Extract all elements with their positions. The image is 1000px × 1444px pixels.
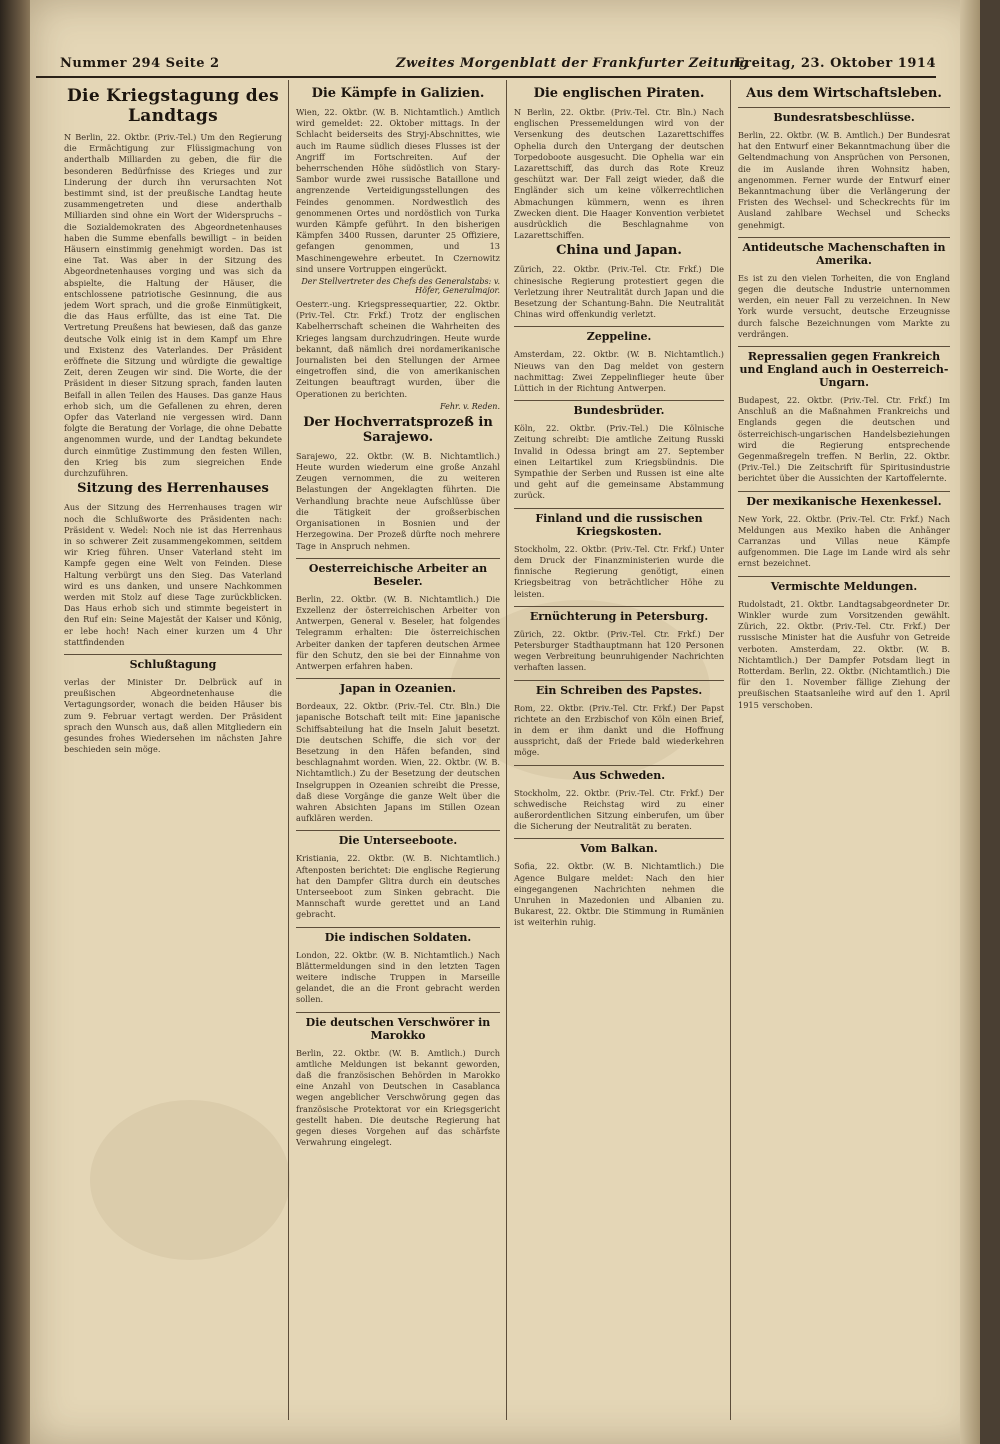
article-headline: Antideutsche Machenschaften in Amerika. xyxy=(738,237,950,267)
article-body: Rom, 22. Oktbr. (Priv.-Tel. Ctr. Frkf.) Der Papst richtete an den Erzbischof von Köln einen Brief, in dem er ihm dankt und die Hoffnung ausspricht, daß der Friede bald wiederkehren möge. xyxy=(514,702,724,758)
page-number: Nummer 294 Seite 2 xyxy=(60,56,220,71)
article-headline: Die deutschen Verschwörer in Marokko xyxy=(296,1012,500,1042)
article-headline: Bundesratsbeschlüsse. xyxy=(738,107,950,124)
article-headline: Die indischen Soldaten. xyxy=(296,927,500,944)
article-body: Köln, 22. Oktbr. (Priv.-Tel.) Die Kölnische Zeitung schreibt: Die amtliche Zeitung Russki Invalid in Odessa bringt am 27. September einen Leitartikel zum Kriegsbündnis. Die Sympathie der Serben und Russen ist eine alte und geht auf die gemeinsame Abstammung zurück. xyxy=(514,423,724,501)
column-4 xyxy=(738,84,950,1414)
article-headline: Die Unterseeboote. xyxy=(296,830,500,847)
issue-date: Freitag, 23. Oktober 1914 xyxy=(734,56,936,71)
page-header xyxy=(36,50,936,78)
article-body: Berlin, 22. Oktbr. (W. B. Amtlich.) Der Bundesrat hat den Entwurf einer Bekanntmachung über die Geltendmachung von Ansprüchen von Personen, die im Auslande ihren Wohnsitz haben, angenommen. Ferner wurde der Entwurf einer Bekanntmachung über die Verlängerung der Fristen des Wechsel- und Scheckrechts für im Ausland zahlbare Wechsel und Schecks genehmigt. xyxy=(738,130,950,230)
article-body: Wien, 22. Oktbr. (W. B. Nichtamtlich.) Amtlich wird gemeldet: 22. Oktober mittags. In der Schlacht beiderseits des Stryj-Abschnittes, wie auch im Raume südlich dieses Flusses ist der Angriff im Fortschreiten. Auf der beherrschenden Höhe südöstlich von Stary-Sambor wurde zwei russische Bataillone und angrenzende Verteidigungsstellungen des Feindes genommen. Nordwestlich des genommenen Ortes und nordöstlich von Turka wurden Kämpfe geführt. In den bisherigen Kämpfen 3400 Russen, darunter 25 Offiziere, gefangen genommen, und 13 Maschinengewehre erbeutet. In Czernowitz sind unsere Vortruppen eingerückt. xyxy=(296,107,500,274)
page-edge xyxy=(960,0,980,1444)
article-headline: Aus dem Wirtschaftsleben. xyxy=(746,86,942,101)
article-headline: China und Japan. xyxy=(556,243,682,259)
article-headline: Repressalien gegen Frankreich und England auch in Oesterreich-Ungarn. xyxy=(738,346,950,389)
article-body: London, 22. Oktbr. (W. B. Nichtamtlich.) Nach Blättermeldungen sind in den letzten Tagen weitere indische Truppen in Marseille gelandet, die an die Front gebracht werden sollen. xyxy=(296,949,500,1005)
article-headline: Ein Schreiben des Papstes. xyxy=(514,680,724,697)
article-headline: Die Kriegstagung des Landtags xyxy=(67,86,279,126)
article-body: Stockholm, 22. Oktbr. (Priv.-Tel. Ctr. Frkf.) Unter dem Druck der Finanzministerien wurde die finnische Regierung genötigt, einen Kriegsbeitrag von beträchtlicher Höhe zu leisten. xyxy=(514,543,724,599)
article-signature: Der Stellvertreter des Chefs des Generalstabs: v. Höfer, Generalmajor. xyxy=(301,277,500,296)
article-body: Bordeaux, 22. Oktbr. (Priv.-Tel. Ctr. Bln.) Die japanische Botschaft teilt mit: Eine japanische Schiffsabteilung hat die Inseln Jaluit besetzt. Die deutschen Schiffe, die sich vor der Besetzung in den Häfen befanden, sind beschlagnahmt worden. Wien, 22. Oktbr. (W. B. Nichtamtlich.) Zu der Besetzung der deutschen Inselgruppen in Ozeanien schreibt die Presse, daß diese Vorgänge die ganze Welt über die wahren Absichten Japans im Stillen Ozean aufklären werden. xyxy=(296,701,500,824)
article-headline: Finland und die russischen Kriegskosten. xyxy=(514,508,724,538)
article-body: Berlin, 22. Oktbr. (W. B. Nichtamtlich.) Die Exzellenz der österreichischen Arbeiter von Antwerpen, General v. Beseler, hat folgendes Telegramm erhalten: Die österreichischen Arbeiter danken der tapferen deutschen Armee für den Schutz, den sie bei der Einnahme von Antwerpen erfahren haben. xyxy=(296,593,500,671)
masthead-title: Zweites Morgenblatt der Frankfurter Zeitung xyxy=(396,56,749,71)
article-headline: Aus Schweden. xyxy=(514,765,724,782)
article-headline: Sitzung des Herrenhauses xyxy=(77,481,269,497)
article-body: Sofia, 22. Oktbr. (W. B. Nichtamtlich.) Die Agence Bulgare meldet: Nach den hier eingegangenen Nachrichten nehmen die Unruhen in Mazedonien und Albanien zu. Bukarest, 22. Oktbr. Die Stimmung in Rumänien ist weiterhin ruhig. xyxy=(514,861,724,928)
column-rule xyxy=(730,80,731,1420)
column-2 xyxy=(296,84,500,1414)
article-headline: Vermischte Meldungen. xyxy=(738,576,950,593)
column-rule xyxy=(288,80,289,1420)
article-headline: Japan in Ozeanien. xyxy=(296,678,500,695)
article-headline: Vom Balkan. xyxy=(514,838,724,855)
article-body: Berlin, 22. Oktbr. (W. B. Amtlich.) Durch amtliche Meldungen ist bekannt geworden, daß die französischen Behörden in Marokko eine Anzahl von Deutschen in Casablanca wegen angeblicher Verschwörung gegen das französische Protektorat vor ein Kriegsgericht gestellt haben. Die deutsche Regierung hat gegen dieses Vorgehen auf das schärfste Verwahrung eingelegt. xyxy=(296,1047,500,1148)
article-headline: Zeppeline. xyxy=(514,326,724,343)
article-body: verlas der Minister Dr. Delbrück auf in preußischen Abgeordnetenhause die Vertagungsorder, wonach die beiden Häuser bis zum 9. Februar vertagt werden. Der Präsident sprach den Wunsch aus, daß allen Mitgliedern ein gesundes frohes Wiedersehen im nächsten Jahre beschieden sein möge. xyxy=(64,676,282,755)
book-spine xyxy=(0,0,30,1444)
article-body: N Berlin, 22. Oktbr. (Priv.-Tel. Ctr. Bln.) Nach englischen Pressemeldungen wird von der Versenkung des deutschen Lazarettschiffes Ophelia durch den Untergang der deutschen Torpedoboote ausgesucht. Die Ophelia war ein Lazarettschiff, das durch das Rote Kreuz geschützt war. Der Fall zeigt wieder, daß die Engländer sich um keine völkerrechtlichen Abmachungen kümmern, wenn es ihren Zwecken dient. Die Haager Konvention verbietet ausdrücklich die Beschlagnahme von Lazarettschiffen. xyxy=(514,107,724,241)
article-headline: Die Kämpfe in Galizien. xyxy=(311,86,485,101)
article-signature: Fehr. v. Reden. xyxy=(440,401,500,411)
article-body: Amsterdam, 22. Oktbr. (W. B. Nichtamtlich.) Nieuws van den Dag meldet von gestern nachmittag: Zwei Zeppelinflieger heute über Lüttich in der Richtung Antwerpen. xyxy=(514,349,724,394)
article-body: Sarajewo, 22. Oktbr. (W. B. Nichtamtlich.) Heute wurden wiederum eine große Anzahl Zeugen vernommen, die zu weiteren Belastungen der Angeklagten führten. Die Verhandlung brachte neue Aufschlüsse über die Tätigkeit der großserbischen Organisationen in Bosnien und der Herzegowina. Der Prozeß dürfte noch mehrere Tage in Anspruch nehmen. xyxy=(296,450,500,551)
article-body: Zürich, 22. Oktbr. (Priv.-Tel. Ctr. Frkf.) Der Petersburger Stadthauptmann hat 120 Personen wegen Verbreitung beunruhigender Nachrichten verhaften lassen. xyxy=(514,628,724,673)
article-body: Oesterr.-ung. Kriegspressequartier, 22. Oktbr. (Priv.-Tel. Ctr. Frkf.) Trotz der englischen Kabelherrschaft scheinen die Wahrheiten des Krieges langsam durchzudringen. Heute wurde bekannt, daß nämlich drei nordamerikanische Journalisten bei den Stellungen der Armee eingetroffen sind, die von amerikanischen Zeitungen beauftragt wurden, über die Operationen zu berichten. xyxy=(296,299,500,399)
article-body: N Berlin, 22. Oktbr. (Priv.-Tel.) Um den Regierung die Ermächtigung zur Flüssigmachung von anderthalb Milliarden zu geben, die für die besonderen Bedürfnisse des Krieges und zur Linderung der durch ihn verursachten Not bestimmt sind, ist der preußische Landtag heute zusammengetreten und diese anderthalb Milliarden sind ohne ein Wort der Widerspruchs – die Sozialdemokraten des Abgeordnetenhauses haben die Summe ebenfalls bewilligt – in beiden Häusern einstimmig genehmigt worden. Das ist eine Tat. Was aber in der Sitzung des Abgeordnetenhauses vorging und was sich da abspielte, die Haltung der Häuser, die entschlossene patriotische Gesinnung, die aus jedem Wort sprach, und die große Einmütigkeit, die das Haus erfüllte, das ist eine Tat. Die Vertretung Preußens hat bewiesen, daß das ganze deutsche Volk einig ist in dem Kampf um Ehre und Existenz des Vaterlandes. Der Präsident eröffnete die Sitzung und würdigte die gewaltige Zeit, deren Zeugen wir sind. Die Worte, die der Präsident in dieser Sitzung sprach, fanden lauten Beifall in allen Teilen des Hauses. Das ganze Haus erhob sich, um die Gefallenen zu ehren, deren Opfer das Vaterland nie vergessen wird. Dann folgte die Beratung der Vorlage, die ohne Debatte angenommen wurde, und der Landtag bekundete durch einmütige Zustimmung den festen Willen, den Krieg bis zum siegreichen Ende durchzuführen. xyxy=(64,132,282,479)
article-body: Kristiania, 22. Oktbr. (W. B. Nichtamtlich.) Aftenposten berichtet: Die englische Regierung hat den Dampfer Glitra durch ein deutsches Unterseeboot zum Sinken gebracht. Die Mannschaft wurde gerettet und an Land gebracht. xyxy=(296,853,500,920)
column-3 xyxy=(514,84,724,1414)
article-body: Aus der Sitzung des Herrenhauses tragen wir noch die Schlußworte des Präsidenten nach: Präsident v. Wedel: Noch nie ist das Herrenhaus in so schwerer Zeit zusammengekommen, seitdem wir Krieg führen. Unser Vaterland steht im Kampfe gegen eine Welt von Feinden. Diese Haltung verbürgt uns den Sieg. Das Vaterland wird es uns danken, und unsere Nachkommen werden mit Stolz auf diese Tage zurückblicken. Das Haus erhob sich und stimmte begeistert in den Ruf ein: Seine Majestät der Kaiser und König, er lebe hoch! Nach einer kurzen um 4 Uhr stattfindenden xyxy=(64,502,282,647)
article-headline: Der Hochverratsprozeß in Sarajewo. xyxy=(303,414,493,445)
article-body: Stockholm, 22. Oktbr. (Priv.-Tel. Ctr. Frkf.) Der schwedische Reichstag wird zu einer außerordentlichen Sitzung einberufen, um über die Sicherung der Neutralität zu beraten. xyxy=(514,787,724,832)
article-headline: Die englischen Piraten. xyxy=(533,86,705,101)
article-body: New York, 22. Oktbr. (Priv.-Tel. Ctr. Frkf.) Nach Meldungen aus Mexiko haben die Anhänger Carranzas und Villas neue Kämpfe aufgenommen. Die Lage im Lande wird als sehr ernst bezeichnet. xyxy=(738,513,950,569)
article-body: Budapest, 22. Oktbr. (Priv.-Tel. Ctr. Frkf.) Im Anschluß an die Maßnahmen Frankreichs und Englands gegen die deutschen und österreichisch-ungarischen Handelsbeziehungen wird die Regierung entsprechende Gegenmaßregeln treffen. N Berlin, 22. Oktbr. (Priv.-Tel.) Die Zeitschrift für Spiritusindustrie berichtet über die Aussichten der Kartoffelernte. xyxy=(738,395,950,484)
article-headline: Der mexikanische Hexenkessel. xyxy=(738,491,950,508)
article-body: Zürich, 22. Oktbr. (Priv.-Tel. Ctr. Frkf.) Die chinesische Regierung protestiert gegen die Verletzung ihrer Neutralität durch Japan und die Besetzung der Schantung-Bahn. Die Neutralität Chinas wird offenkundig verletzt. xyxy=(514,264,724,320)
article-headline: Schlußtagung xyxy=(64,654,282,671)
article-headline: Ernüchterung in Petersburg. xyxy=(514,606,724,623)
column-rule xyxy=(506,80,507,1420)
article-headline: Oesterreichische Arbeiter an Beseler. xyxy=(296,558,500,588)
article-body: Es ist zu den vielen Torheiten, die von England gegen die deutsche Industrie unternommen werden, ein neuer Fall zu verzeichnen. In New York wurde versucht, deutsche Erzeugnisse durch falsche Bezeichnungen vom Markte zu verdrängen. xyxy=(738,272,950,339)
column-1 xyxy=(64,84,282,1414)
article-headline: Bundesbrüder. xyxy=(514,400,724,417)
article-body: Rudolstadt, 21. Oktbr. Landtagsabgeordneter Dr. Winkler wurde zum Vorsitzenden gewählt. Zürich, 22. Oktbr. (Priv.-Tel. Ctr. Frkf.) Der russische Minister hat die Ausfuhr von Getreide verboten. Amsterdam, 22. Oktbr. (W. B. Nichtamtlich.) Der Dampfer Potsdam liegt in Rotterdam. Berlin, 22. Oktbr. (Nichtamtlich.) Die für den 1. November fällige Ziehung der preußischen Staatsanleihe wird auf den 1. April 1915 verschoben. xyxy=(738,598,950,710)
